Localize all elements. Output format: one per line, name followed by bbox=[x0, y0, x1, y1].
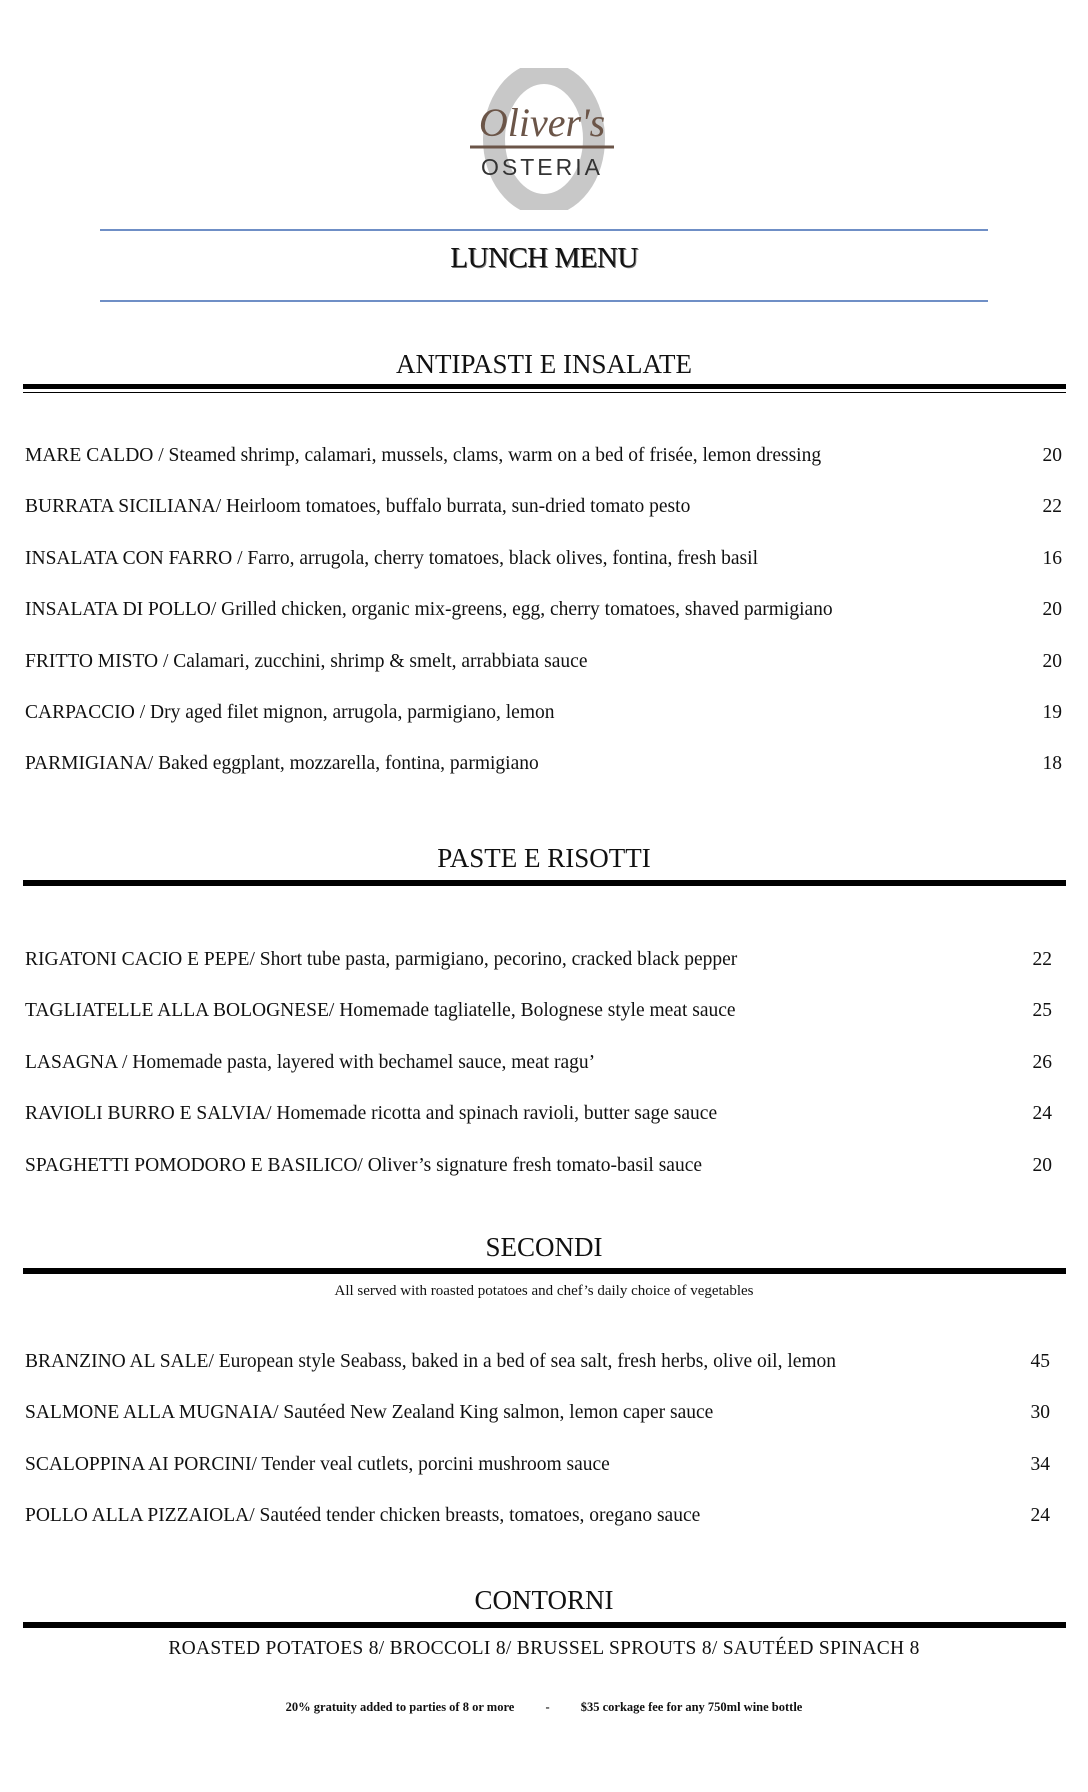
logo-graphic bbox=[468, 68, 616, 210]
menu-item-description: CARPACCIO / Dry aged filet mignon, arrugola, parmigiano, lemon bbox=[25, 702, 555, 723]
menu-item-description: FRITTO MISTO / Calamari, zucchini, shrimp & smelt, arrabbiata sauce bbox=[25, 651, 588, 672]
menu-item-description: RAVIOLI BURRO E SALVIA/ Homemade ricotta and spinach ravioli, butter sage sauce bbox=[25, 1103, 718, 1124]
title-bottom-rule bbox=[100, 300, 988, 302]
menu-item-description: LASAGNA / Homemade pasta, layered with bechamel sauce, meat ragu’ bbox=[25, 1052, 596, 1073]
page-title: LUNCH MENU bbox=[450, 242, 638, 274]
section-title-antipasti: ANTIPASTI E INSALATE bbox=[396, 349, 692, 379]
menu-item-price: 24 bbox=[1030, 1505, 1050, 1526]
section-rule-thick bbox=[23, 1622, 1066, 1628]
menu-item bbox=[25, 441, 1062, 471]
menu-item-description: PARMIGIANA/ Baked eggplant, mozzarella, fontina, parmigiano bbox=[25, 753, 539, 774]
menu-item-description: BURRATA SICILIANA/ Heirloom tomatoes, buffalo burrata, sun-dried tomato pesto bbox=[25, 496, 691, 517]
menu-item-price: 24 bbox=[1032, 1103, 1052, 1124]
menu-item bbox=[25, 492, 1062, 522]
section-rule-thick bbox=[23, 384, 1066, 389]
gratuity-note: 20% gratuity added to parties of 8 or more bbox=[285, 1700, 515, 1714]
menu-item bbox=[25, 749, 1062, 779]
menu-item bbox=[25, 945, 1052, 975]
menu-item bbox=[25, 698, 1062, 728]
menu-item-description: SCALOPPINA AI PORCINI/ Tender veal cutlets, porcini mushroom sauce bbox=[25, 1454, 610, 1475]
menu-item-price: 20 bbox=[1042, 599, 1062, 620]
menu-item-description: BRANZINO AL SALE/ European style Seabass, baked in a bed of sea salt, fresh herbs, olive oil, lemon bbox=[25, 1351, 837, 1372]
menu-item bbox=[25, 595, 1062, 625]
section-rule-thick bbox=[23, 880, 1066, 886]
menu-item-description: RIGATONI CACIO E PEPE/ Short tube pasta, parmigiano, pecorino, cracked black pepper bbox=[25, 949, 738, 970]
footer-notes bbox=[0, 1700, 1088, 1715]
contorni-items: ROASTED POTATOES 8/ BROCCOLI 8/ BRUSSEL SPROUTS 8/ SAUTÉED SPINACH 8 bbox=[168, 1638, 920, 1659]
menu-item-description: SPAGHETTI POMODORO E BASILICO/ Oliver’s signature fresh tomato-basil sauce bbox=[25, 1155, 703, 1176]
restaurant-logo bbox=[468, 68, 616, 210]
menu-item bbox=[25, 1347, 1050, 1377]
menu-item-price: 22 bbox=[1032, 949, 1052, 970]
section-title-paste: PASTE E RISOTTI bbox=[437, 843, 651, 873]
menu-item-price: 16 bbox=[1042, 548, 1062, 569]
secondi-note: All served with roasted potatoes and chef’s daily choice of vegetables bbox=[334, 1283, 754, 1299]
menu-item-description: INSALATA DI POLLO/ Grilled chicken, organic mix-greens, egg, cherry tomatoes, shaved parmigiano bbox=[25, 599, 833, 620]
section-title-secondi: SECONDI bbox=[485, 1232, 603, 1262]
menu-item-description: SALMONE ALLA MUGNAIA/ Sautéed New Zealand King salmon, lemon caper sauce bbox=[25, 1402, 714, 1423]
menu-item-price: 20 bbox=[1042, 445, 1062, 466]
menu-item bbox=[25, 996, 1052, 1026]
section-title-contorni: CONTORNI bbox=[474, 1585, 614, 1615]
menu-item-price: 30 bbox=[1030, 1402, 1050, 1423]
menu-item-price: 20 bbox=[1032, 1155, 1052, 1176]
menu-item-price: 45 bbox=[1030, 1351, 1050, 1372]
menu-item bbox=[25, 544, 1062, 574]
menu-item bbox=[25, 1151, 1052, 1181]
menu-item-description: POLLO ALLA PIZZAIOLA/ Sautéed tender chicken breasts, tomatoes, oregano sauce bbox=[25, 1505, 701, 1526]
menu-item-price: 19 bbox=[1042, 702, 1062, 723]
menu-item bbox=[25, 1048, 1052, 1078]
menu-item-description: MARE CALDO / Steamed shrimp, calamari, mussels, clams, warm on a bed of frisée, lemon dressing bbox=[25, 445, 822, 466]
footer-separator: - bbox=[545, 1700, 550, 1714]
menu-item-price: 20 bbox=[1042, 651, 1062, 672]
title-top-rule bbox=[100, 229, 988, 231]
menu-item bbox=[25, 1398, 1050, 1428]
menu-item bbox=[25, 647, 1062, 677]
menu-item bbox=[25, 1099, 1052, 1129]
menu-item-description: TAGLIATELLE ALLA BOLOGNESE/ Homemade tagliatelle, Bolognese style meat sauce bbox=[25, 1000, 736, 1021]
menu-item bbox=[25, 1450, 1050, 1480]
menu-item-price: 26 bbox=[1032, 1052, 1052, 1073]
menu-item-price: 34 bbox=[1030, 1454, 1050, 1475]
section-rule-thick bbox=[23, 1268, 1066, 1274]
menu-item-price: 18 bbox=[1042, 753, 1062, 774]
section-rule-thin bbox=[23, 392, 1066, 393]
corkage-note: $35 corkage fee for any 750ml wine bottle bbox=[580, 1700, 803, 1714]
menu-item-price: 25 bbox=[1032, 1000, 1052, 1021]
logo-script-name: Oliver's bbox=[478, 100, 606, 145]
logo-osteria: OSTERIA bbox=[481, 154, 603, 180]
menu-item-description: INSALATA CON FARRO / Farro, arrugola, cherry tomatoes, black olives, fontina, fresh basil bbox=[25, 548, 758, 569]
menu-item bbox=[25, 1501, 1050, 1531]
menu-item-price: 22 bbox=[1042, 496, 1062, 517]
